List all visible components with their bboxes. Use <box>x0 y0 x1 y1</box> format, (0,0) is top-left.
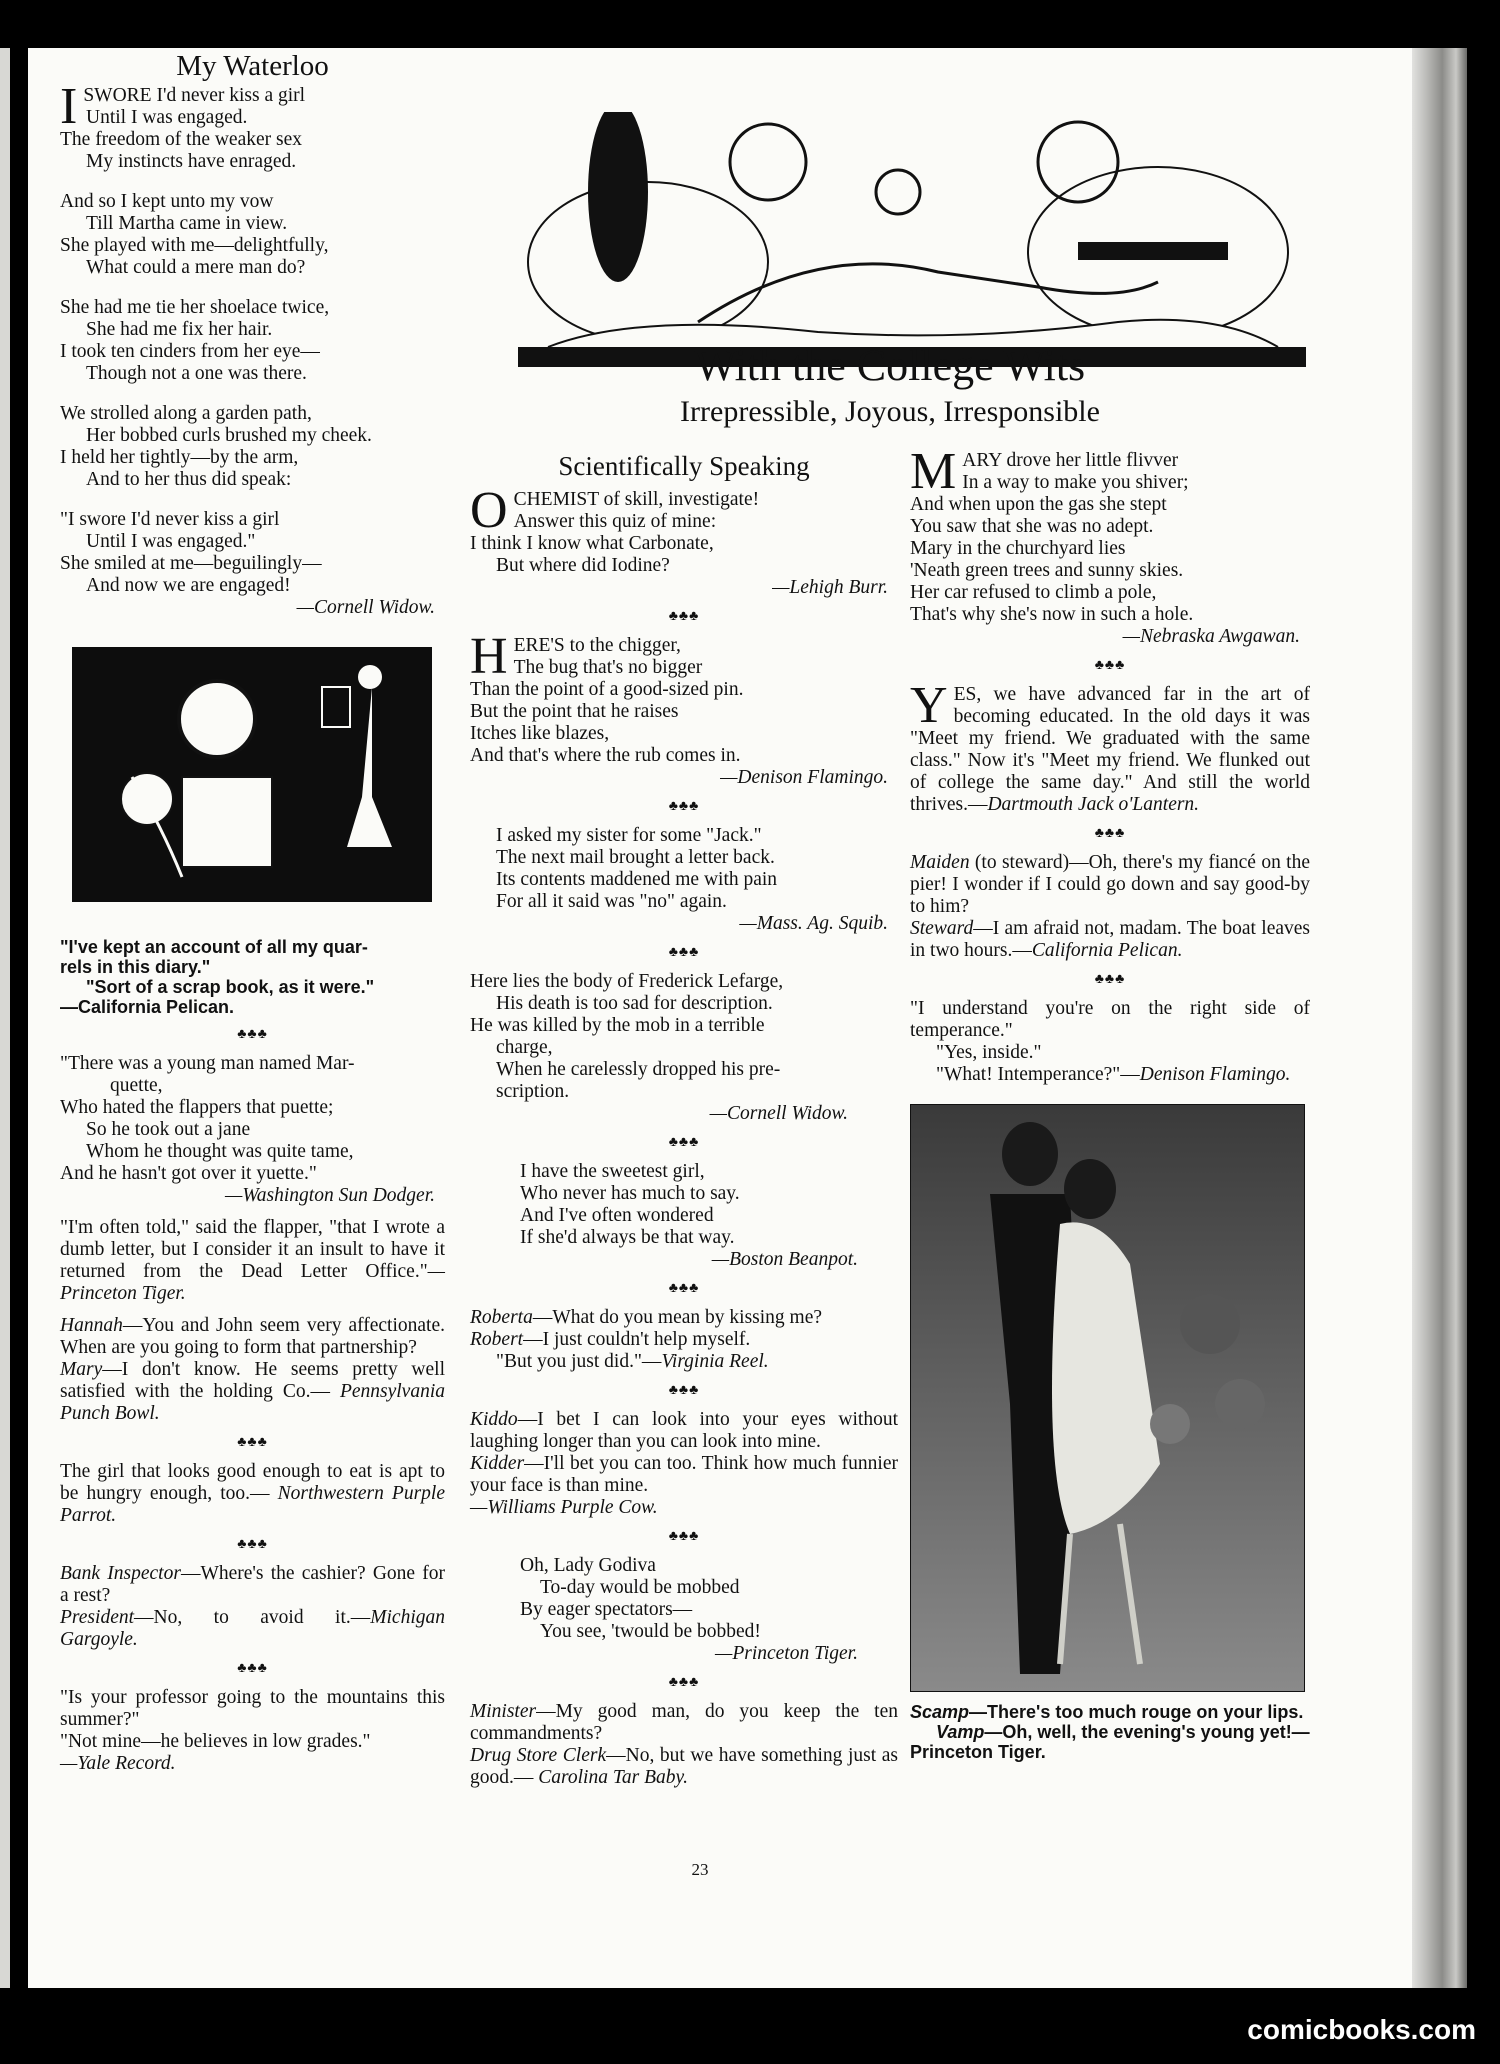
column-right <box>910 443 1310 1762</box>
ornament: ♣♣♣ <box>1094 826 1126 841</box>
caption-scamp: Scamp—There's too much rouge on your lips. <box>910 1702 1304 1722</box>
poem-line: She had me fix her hair. <box>86 319 273 340</box>
poem-line: My instincts have enraged. <box>86 151 297 172</box>
caption-line: "Sort of a scrap book, as it were." <box>86 977 375 997</box>
poem-line: You see, 'twould be bobbed! <box>540 1621 761 1642</box>
attribution: —Princeton Tiger. <box>714 1643 858 1664</box>
dropcap: I <box>60 78 78 135</box>
poem-line: Mary in the churchyard lies <box>910 538 1126 559</box>
poem-line: ARY drove her little flivver <box>962 450 1179 471</box>
poem-line: You saw that she was no adept. <box>910 516 1154 537</box>
attribution: —Boston Beanpot. <box>711 1249 858 1270</box>
section-title: Scientifically Speaking <box>558 451 810 481</box>
poem-line: CHEMIST of skill, investigate! <box>513 489 760 510</box>
joke-educated: YES, we have advanced far in the art of becoming educated. In the old days it was "Meet my friend. We graduated with the same class." Now it's "Meet my friend. We flunked out of college the same day." And still the world thrives.—Dartmouth Jack o'Lantern. <box>910 677 1310 815</box>
limerick-line: And he hasn't got over it yuette." <box>60 1163 317 1184</box>
page-number: 23 <box>691 1860 709 1879</box>
poem-line: What could a mere man do? <box>86 257 306 278</box>
joke-kiddo: Kiddo—I bet I can look into your eyes without laughing longer than you can look into mine. <box>470 1409 898 1452</box>
joke-robert-reply: "But you just did."—Virginia Reel. <box>496 1351 769 1372</box>
poem-line: "I swore I'd never kiss a girl <box>60 509 280 530</box>
joke-flapper: "I'm often told," said the flapper, "that I wrote a dumb letter, but I consider it an insult to have it returned from the Dead Letter Office."—Princeton Tiger. <box>60 1217 445 1304</box>
ornament: ♣♣♣ <box>1094 658 1126 673</box>
ornament: ♣♣♣ <box>668 1135 700 1150</box>
joke-professor: "Is your professor going to the mountains this summer?" <box>60 1687 445 1730</box>
poem-line: 'Neath green trees and sunny skies. <box>910 560 1184 581</box>
poem-line: She smiled at me—beguilingly— <box>60 553 322 574</box>
poem-line: Her car refused to climb a pole, <box>910 582 1157 603</box>
poem-line: Until I was engaged. <box>86 107 248 128</box>
poem-line: The freedom of the weaker sex <box>60 129 303 150</box>
poem-line: Itches like blazes, <box>470 723 610 744</box>
joke-temperance: "I understand you're on the right side of temperance." <box>910 998 1310 1041</box>
joke-maiden: Maiden (to steward)—Oh, there's my fiancé on the pier! I wonder if I could go down and say good-by to him? <box>910 852 1310 917</box>
book-spine <box>1412 48 1467 1988</box>
ornament: ♣♣♣ <box>668 1529 700 1544</box>
joke-president: President—No, to avoid it.—Michigan Gargoyle. <box>60 1607 445 1650</box>
poem-line: I took ten cinders from her eye— <box>60 341 320 362</box>
poem-line: Till Martha came in view. <box>86 213 288 234</box>
caption-line: "I've kept an account of all my quar- <box>60 937 368 957</box>
poem-line: ERE'S to the chigger, <box>513 635 681 656</box>
poem-line: Her bobbed curls brushed my cheek. <box>86 425 372 446</box>
ornament: ♣♣♣ <box>237 1661 268 1676</box>
joke-professor-reply: "Not mine—he believes in low grades." <box>60 1731 371 1752</box>
ornament: ♣♣♣ <box>237 1027 268 1042</box>
poem-line: And when upon the gas she stept <box>910 494 1167 515</box>
dancing-couple-illustration <box>910 1104 1305 1692</box>
poem-line: And so I kept unto my vow <box>60 191 274 212</box>
poem-line: Who never has much to say. <box>520 1183 740 1204</box>
caption-line: —California Pelican. <box>60 997 235 1017</box>
limerick-line: "There was a young man named Mar- <box>60 1053 355 1074</box>
poem-line: Until I was engaged." <box>86 531 256 552</box>
poem-line: scription. <box>496 1081 570 1102</box>
attribution: —Mass. Ag. Squib. <box>739 913 888 934</box>
poem-line: Oh, Lady Godiva <box>520 1555 656 1576</box>
ornament: ♣♣♣ <box>237 1435 268 1450</box>
poem-line: To-day would be mobbed <box>540 1577 740 1598</box>
poem-line: In a way to make you shiver; <box>962 472 1189 493</box>
poem-line: I asked my sister for some "Jack." <box>496 825 762 846</box>
attribution: —Nebraska Awgawan. <box>1122 626 1300 647</box>
attribution: —Yale Record. <box>60 1753 176 1774</box>
poem-line: She played with me—delightfully, <box>60 235 329 256</box>
article-subtitle: Irrepressible, Joyous, Irresponsible <box>680 395 1100 428</box>
poem-line: And I've often wondered <box>520 1205 714 1226</box>
poem-line: His death is too sad for description. <box>496 993 773 1014</box>
poem-line: But the point that he raises <box>470 701 679 722</box>
header-illustration <box>518 112 1306 370</box>
caption-vamp: Vamp—Oh, well, the evening's young yet!—Princeton Tiger. <box>910 1722 1310 1762</box>
attribution: —Denison Flamingo. <box>720 767 888 788</box>
limerick-line: quette, <box>110 1075 163 1096</box>
attribution: —Cornell Widow. <box>709 1103 848 1124</box>
column-middle <box>470 451 899 1789</box>
joke-hannah: Hannah—You and John seem very affectionate. When are you going to form that partnership? <box>60 1315 445 1358</box>
column-left <box>60 50 446 1775</box>
left-page-edge <box>0 48 10 1988</box>
joke-temperance-reply: "Yes, inside." <box>936 1042 1042 1063</box>
poem-line: And that's where the rub comes in. <box>470 745 741 766</box>
poem-line: Here lies the body of Frederick Lefarge, <box>470 971 784 992</box>
watermark: comicbooks.com <box>1247 2014 1476 2045</box>
ornament: ♣♣♣ <box>668 799 700 814</box>
poem-line: By eager spectators— <box>520 1599 693 1620</box>
poem-line: I think I know what Carbonate, <box>470 533 714 554</box>
attribution: —Washington Sun Dodger. <box>224 1185 435 1206</box>
dropcap: H <box>470 628 508 685</box>
joke-roberta: Roberta—What do you mean by kissing me? <box>470 1307 823 1328</box>
ornament: ♣♣♣ <box>668 1675 700 1690</box>
article-title: With the College Wits <box>694 341 1086 390</box>
limerick-line: Who hated the flappers that puette; <box>60 1097 334 1118</box>
joke-mary: Mary—I don't know. He seems pretty well satisfied with the holding Co.— Pennsylvania Punch Bowl. <box>60 1359 445 1424</box>
poem-line: If she'd always be that way. <box>520 1227 735 1248</box>
poem-line: That's why she's now in such a hole. <box>910 604 1194 625</box>
vanity-illustration <box>72 647 432 925</box>
poem-line: Its contents maddened me with pain <box>496 869 778 890</box>
ornament: ♣♣♣ <box>668 1281 700 1296</box>
joke-temperance-end: "What! Intemperance?"—Denison Flamingo. <box>936 1064 1291 1085</box>
joke-girl: The girl that looks good enough to eat is apt to be hungry enough, too.— Northwestern Purple Parrot. <box>60 1461 445 1526</box>
poem-line: She had me tie her shoelace twice, <box>60 297 330 318</box>
poem-line: Though not a one was there. <box>86 363 307 384</box>
poem-line: I have the sweetest girl, <box>520 1161 705 1182</box>
poem-line: The next mail brought a letter back. <box>496 847 775 868</box>
joke-clerk: Drug Store Clerk—No, but we have something just as good.— Carolina Tar Baby. <box>470 1745 899 1788</box>
poem-line: He was killed by the mob in a terrible <box>470 1015 765 1036</box>
poem-title: My Waterloo <box>176 50 329 82</box>
joke-robert: Robert—I just couldn't help myself. <box>470 1329 751 1350</box>
caption-line: rels in this diary." <box>60 957 211 977</box>
ornament: ♣♣♣ <box>237 1537 268 1552</box>
joke-bank: Bank Inspector—Where's the cashier? Gone for a rest? <box>60 1563 446 1606</box>
poem-line: I held her tightly—by the arm, <box>60 447 299 468</box>
poem-line: Than the point of a good-sized pin. <box>470 679 744 700</box>
poem-line: Answer this quiz of mine: <box>513 511 717 532</box>
poem-line: The bug that's no bigger <box>513 657 703 678</box>
attribution: —Lehigh Burr. <box>772 577 888 598</box>
poem-line: And now we are engaged! <box>86 575 291 596</box>
poem-line: charge, <box>496 1037 553 1058</box>
poem-line: But where did Iodine? <box>496 555 670 576</box>
poem-line: And to her thus did speak: <box>86 469 292 490</box>
ornament: ♣♣♣ <box>1094 972 1126 987</box>
poem-line: For all it said was "no" again. <box>496 891 727 912</box>
dropcap: M <box>910 443 957 500</box>
limerick-line: Whom he thought was quite tame, <box>86 1141 354 1162</box>
joke-steward: Steward—I am afraid not, madam. The boat leaves in two hours.—California Pelican. <box>910 918 1310 961</box>
dropcap: O <box>470 482 508 539</box>
poem-line: SWORE I'd never kiss a girl <box>83 85 306 106</box>
poem-line: When he carelessly dropped his pre- <box>496 1059 781 1080</box>
joke-minister: Minister—My good man, do you keep the ten commandments? <box>470 1701 898 1744</box>
joke-kidder: Kidder—I'll bet you can too. Think how much funnier your face is than mine. <box>470 1453 898 1496</box>
limerick-line: So he took out a jane <box>86 1119 251 1140</box>
ornament: ♣♣♣ <box>668 609 700 624</box>
attribution: —Cornell Widow. <box>296 597 435 618</box>
poem-line: We strolled along a garden path, <box>60 403 312 424</box>
attribution: —Williams Purple Cow. <box>470 1497 658 1518</box>
ornament: ♣♣♣ <box>668 945 700 960</box>
ornament: ♣♣♣ <box>668 1383 700 1398</box>
